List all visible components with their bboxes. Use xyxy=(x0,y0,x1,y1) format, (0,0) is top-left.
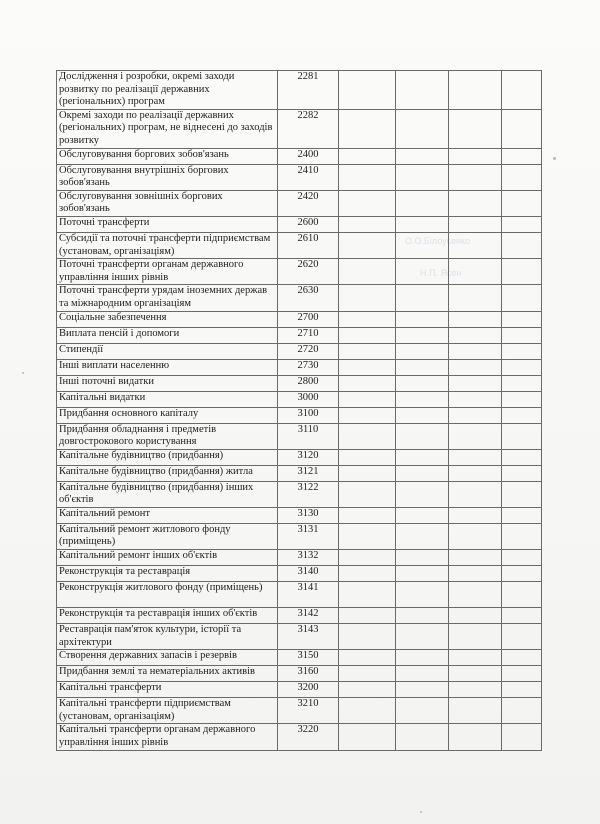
empty-value-cell xyxy=(396,216,449,232)
expense-code-cell: 2281 xyxy=(278,71,339,110)
expense-name-cell: Капітальне будівництво (придбання) житла xyxy=(57,465,278,481)
expense-code-cell: 2600 xyxy=(278,216,339,232)
empty-value-cell xyxy=(339,343,396,359)
empty-value-cell xyxy=(449,327,502,343)
empty-value-cell xyxy=(396,624,449,650)
empty-value-cell xyxy=(502,71,542,110)
table-row xyxy=(57,407,542,423)
expense-code-cell: 2720 xyxy=(278,343,339,359)
empty-value-cell xyxy=(396,698,449,724)
empty-value-cell xyxy=(396,465,449,481)
expense-code-cell: 2610 xyxy=(278,232,339,258)
expense-code-cell: 3120 xyxy=(278,449,339,465)
empty-value-cell xyxy=(449,507,502,523)
expense-name-cell: Капітальне будівництво (придбання) xyxy=(57,449,278,465)
empty-value-cell xyxy=(502,624,542,650)
expense-code-cell: 3000 xyxy=(278,391,339,407)
empty-value-cell xyxy=(339,327,396,343)
table-row xyxy=(57,523,542,549)
empty-value-cell xyxy=(449,523,502,549)
empty-value-cell xyxy=(396,375,449,391)
empty-value-cell xyxy=(396,343,449,359)
table-row xyxy=(57,190,542,216)
empty-value-cell xyxy=(449,682,502,698)
empty-value-cell xyxy=(502,650,542,666)
empty-value-cell xyxy=(396,148,449,164)
table-row xyxy=(57,164,542,190)
empty-value-cell xyxy=(449,216,502,232)
empty-value-cell xyxy=(449,449,502,465)
empty-value-cell xyxy=(339,666,396,682)
table-row xyxy=(57,391,542,407)
table-row xyxy=(57,507,542,523)
empty-value-cell xyxy=(339,582,396,608)
expense-name-cell: Дослідження і розробки, окремі заходи розвитку по реалізації державних (регіональних) програм xyxy=(57,71,278,110)
empty-value-cell xyxy=(396,481,449,507)
empty-value-cell xyxy=(502,481,542,507)
empty-value-cell xyxy=(396,407,449,423)
table-row xyxy=(57,682,542,698)
empty-value-cell xyxy=(339,109,396,148)
expense-code-cell: 3122 xyxy=(278,481,339,507)
expense-code-cell: 2800 xyxy=(278,375,339,391)
empty-value-cell xyxy=(449,724,502,750)
expense-name-cell: Придбання обладнання і предметів довгострокового користування xyxy=(57,423,278,449)
empty-value-cell xyxy=(449,423,502,449)
empty-value-cell xyxy=(396,582,449,608)
expense-name-cell: Поточні трансферти органам державного управління інших рівнів xyxy=(57,259,278,285)
empty-value-cell xyxy=(502,423,542,449)
scan-speck xyxy=(420,811,422,813)
expense-name-cell: Капітальний ремонт житлового фонду (приміщень) xyxy=(57,523,278,549)
empty-value-cell xyxy=(502,407,542,423)
empty-value-cell xyxy=(339,682,396,698)
table-row xyxy=(57,232,542,258)
expense-name-cell: Капітальні видатки xyxy=(57,391,278,407)
table-row xyxy=(57,375,542,391)
empty-value-cell xyxy=(502,259,542,285)
expense-name-cell: Придбання землі та нематеріальних активів xyxy=(57,666,278,682)
expense-name-cell: Поточні трансферти xyxy=(57,216,278,232)
table-row xyxy=(57,650,542,666)
expense-name-cell: Обслуговування зовнішніх боргових зобов'язань xyxy=(57,190,278,216)
empty-value-cell xyxy=(339,375,396,391)
expense-code-cell: 2410 xyxy=(278,164,339,190)
empty-value-cell xyxy=(449,566,502,582)
expense-name-cell: Реконструкція та реставрація інших об'єктів xyxy=(57,608,278,624)
empty-value-cell xyxy=(339,465,396,481)
empty-value-cell xyxy=(449,71,502,110)
expense-code-cell: 3141 xyxy=(278,582,339,608)
empty-value-cell xyxy=(449,375,502,391)
expense-name-cell: Окремі заходи по реалізації державних (регіональних) програм, не віднесені до заходів розвитку xyxy=(57,109,278,148)
empty-value-cell xyxy=(502,523,542,549)
table-row xyxy=(57,566,542,582)
empty-value-cell xyxy=(339,391,396,407)
expense-code-cell: 3121 xyxy=(278,465,339,481)
expense-code-cell: 2730 xyxy=(278,359,339,375)
empty-value-cell xyxy=(396,109,449,148)
empty-value-cell xyxy=(339,311,396,327)
empty-value-cell xyxy=(339,449,396,465)
empty-value-cell xyxy=(502,343,542,359)
empty-value-cell xyxy=(502,724,542,750)
expense-code-cell: 3130 xyxy=(278,507,339,523)
empty-value-cell xyxy=(339,608,396,624)
empty-value-cell xyxy=(449,608,502,624)
empty-value-cell xyxy=(449,164,502,190)
empty-value-cell xyxy=(502,550,542,566)
empty-value-cell xyxy=(396,190,449,216)
table-row xyxy=(57,148,542,164)
empty-value-cell xyxy=(396,71,449,110)
expense-code-cell: 2282 xyxy=(278,109,339,148)
empty-value-cell xyxy=(449,359,502,375)
table-row xyxy=(57,449,542,465)
empty-value-cell xyxy=(339,566,396,582)
expense-code-cell: 3100 xyxy=(278,407,339,423)
empty-value-cell xyxy=(502,698,542,724)
table-row xyxy=(57,624,542,650)
table-row xyxy=(57,465,542,481)
empty-value-cell xyxy=(339,285,396,311)
expense-code-cell: 2400 xyxy=(278,148,339,164)
expense-name-cell: Обслуговування внутрішніх боргових зобов'язань xyxy=(57,164,278,190)
ghost-signature-2: Н.П. Ясен xyxy=(420,268,462,278)
empty-value-cell xyxy=(502,148,542,164)
empty-value-cell xyxy=(449,285,502,311)
empty-value-cell xyxy=(339,148,396,164)
empty-value-cell xyxy=(396,311,449,327)
empty-value-cell xyxy=(449,190,502,216)
empty-value-cell xyxy=(339,698,396,724)
expense-code-cell: 3220 xyxy=(278,724,339,750)
expense-name-cell: Обслуговування боргових зобов'язань xyxy=(57,148,278,164)
empty-value-cell xyxy=(396,507,449,523)
empty-value-cell xyxy=(339,724,396,750)
empty-value-cell xyxy=(449,650,502,666)
empty-value-cell xyxy=(396,666,449,682)
table-row xyxy=(57,608,542,624)
empty-value-cell xyxy=(396,608,449,624)
table-row xyxy=(57,109,542,148)
empty-value-cell xyxy=(339,481,396,507)
empty-value-cell xyxy=(396,523,449,549)
empty-value-cell xyxy=(396,359,449,375)
table-row xyxy=(57,311,542,327)
expense-code-cell: 3160 xyxy=(278,666,339,682)
expense-code-cell: 3143 xyxy=(278,624,339,650)
empty-value-cell xyxy=(396,259,449,285)
empty-value-cell xyxy=(502,566,542,582)
expense-code-cell: 2710 xyxy=(278,327,339,343)
table-row xyxy=(57,582,542,608)
empty-value-cell xyxy=(502,375,542,391)
empty-value-cell xyxy=(502,327,542,343)
empty-value-cell xyxy=(449,666,502,682)
table-row xyxy=(57,71,542,110)
expense-name-cell: Придбання основного капіталу xyxy=(57,407,278,423)
expense-name-cell: Капітальний ремонт інших об'єктів xyxy=(57,550,278,566)
empty-value-cell xyxy=(339,423,396,449)
table-row xyxy=(57,698,542,724)
empty-value-cell xyxy=(339,507,396,523)
empty-value-cell xyxy=(449,624,502,650)
empty-value-cell xyxy=(449,343,502,359)
scan-speck xyxy=(553,157,556,160)
table-row xyxy=(57,259,542,285)
empty-value-cell xyxy=(449,391,502,407)
expense-name-cell: Соціальне забезпечення xyxy=(57,311,278,327)
budget-expenditure-table xyxy=(56,70,542,751)
empty-value-cell xyxy=(502,682,542,698)
table-row xyxy=(57,216,542,232)
empty-value-cell xyxy=(396,449,449,465)
expense-name-cell: Реконструкція та реставрація xyxy=(57,566,278,582)
expense-code-cell: 2620 xyxy=(278,259,339,285)
expense-code-cell: 3150 xyxy=(278,650,339,666)
empty-value-cell xyxy=(396,327,449,343)
empty-value-cell xyxy=(339,359,396,375)
empty-value-cell xyxy=(449,465,502,481)
empty-value-cell xyxy=(339,624,396,650)
empty-value-cell xyxy=(339,523,396,549)
expense-code-cell: 3200 xyxy=(278,682,339,698)
empty-value-cell xyxy=(502,190,542,216)
empty-value-cell xyxy=(449,698,502,724)
empty-value-cell xyxy=(449,582,502,608)
expense-name-cell: Капітальні трансферти органам державного управління інших рівнів xyxy=(57,724,278,750)
expense-code-cell: 3131 xyxy=(278,523,339,549)
expense-code-cell: 2700 xyxy=(278,311,339,327)
ghost-signature-1: О.О.Білоусенко xyxy=(405,236,471,246)
empty-value-cell xyxy=(339,650,396,666)
scan-speck xyxy=(22,372,24,374)
empty-value-cell xyxy=(339,164,396,190)
expense-code-cell: 2420 xyxy=(278,190,339,216)
expense-name-cell: Стипендії xyxy=(57,343,278,359)
empty-value-cell xyxy=(502,507,542,523)
empty-value-cell xyxy=(502,666,542,682)
expense-name-cell: Капітальне будівництво (придбання) інших об'єктів xyxy=(57,481,278,507)
expense-name-cell: Реконструкція житлового фонду (приміщень) xyxy=(57,582,278,608)
empty-value-cell xyxy=(449,550,502,566)
empty-value-cell xyxy=(339,259,396,285)
empty-value-cell xyxy=(502,465,542,481)
expense-name-cell: Капітальний ремонт xyxy=(57,507,278,523)
expense-name-cell: Інші поточні видатки xyxy=(57,375,278,391)
empty-value-cell xyxy=(396,650,449,666)
expense-name-cell: Виплата пенсій і допомоги xyxy=(57,327,278,343)
empty-value-cell xyxy=(396,724,449,750)
empty-value-cell xyxy=(396,423,449,449)
table-row xyxy=(57,327,542,343)
empty-value-cell xyxy=(449,232,502,258)
expense-name-cell: Капітальні трансферти xyxy=(57,682,278,698)
empty-value-cell xyxy=(502,164,542,190)
expense-code-cell: 3210 xyxy=(278,698,339,724)
empty-value-cell xyxy=(396,232,449,258)
table-row xyxy=(57,724,542,750)
expense-code-cell: 3140 xyxy=(278,566,339,582)
empty-value-cell xyxy=(449,481,502,507)
empty-value-cell xyxy=(502,285,542,311)
empty-value-cell xyxy=(339,550,396,566)
expense-name-cell: Створення державних запасів і резервів xyxy=(57,650,278,666)
empty-value-cell xyxy=(339,232,396,258)
table-row xyxy=(57,423,542,449)
empty-value-cell xyxy=(396,164,449,190)
empty-value-cell xyxy=(396,550,449,566)
expense-code-cell: 3142 xyxy=(278,608,339,624)
empty-value-cell xyxy=(396,391,449,407)
empty-value-cell xyxy=(502,232,542,258)
empty-value-cell xyxy=(502,359,542,375)
table-row xyxy=(57,666,542,682)
empty-value-cell xyxy=(502,216,542,232)
table-row xyxy=(57,359,542,375)
empty-value-cell xyxy=(339,407,396,423)
expense-name-cell: Реставрація пам'яток культури, історії та архітектури xyxy=(57,624,278,650)
empty-value-cell xyxy=(396,566,449,582)
expense-code-cell: 3132 xyxy=(278,550,339,566)
expense-name-cell: Поточні трансферти урядам іноземних держав та міжнародним організаціям xyxy=(57,285,278,311)
empty-value-cell xyxy=(449,109,502,148)
empty-value-cell xyxy=(449,407,502,423)
empty-value-cell xyxy=(449,148,502,164)
empty-value-cell xyxy=(502,449,542,465)
table-row xyxy=(57,343,542,359)
expense-name-cell: Інші виплати населенню xyxy=(57,359,278,375)
expense-name-cell: Капітальні трансферти підприємствам (установам, організаціям) xyxy=(57,698,278,724)
empty-value-cell xyxy=(396,285,449,311)
empty-value-cell xyxy=(502,582,542,608)
empty-value-cell xyxy=(396,682,449,698)
empty-value-cell xyxy=(502,109,542,148)
table-row xyxy=(57,550,542,566)
table-row xyxy=(57,481,542,507)
table-row xyxy=(57,285,542,311)
empty-value-cell xyxy=(502,391,542,407)
empty-value-cell xyxy=(502,608,542,624)
empty-value-cell xyxy=(449,259,502,285)
expense-code-cell: 2630 xyxy=(278,285,339,311)
empty-value-cell xyxy=(339,190,396,216)
empty-value-cell xyxy=(449,311,502,327)
expense-code-cell: 3110 xyxy=(278,423,339,449)
empty-value-cell xyxy=(339,216,396,232)
empty-value-cell xyxy=(502,311,542,327)
expense-name-cell: Субсидії та поточні трансферти підприємствам (установам, організаціям) xyxy=(57,232,278,258)
empty-value-cell xyxy=(339,71,396,110)
